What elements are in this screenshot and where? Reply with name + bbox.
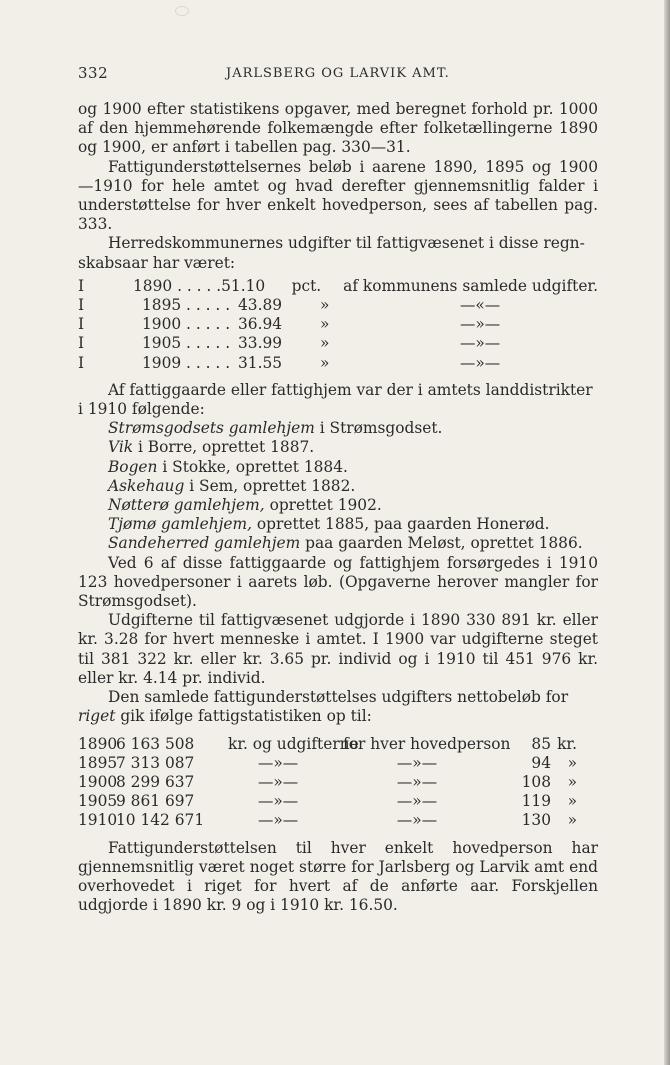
paragraph-7-rest: gik ifølge fattigstatistiken op til:: [115, 707, 372, 726]
row-prefix: I: [78, 276, 85, 295]
row-label-2: —»—: [396, 753, 438, 772]
paragraph-4-line-1: Af fattiggaarde eller fattighjem var der i amtets landdistrikter: [108, 380, 593, 399]
page-edge: [664, 0, 670, 1065]
list-item: [108, 496, 598, 515]
paragraph-7-line-2: [78, 707, 598, 726]
row-text: af kommunens samlede udgifter.: [343, 276, 598, 295]
row-text: —»—: [460, 334, 501, 353]
row-year: 1895 . . . . .: [142, 296, 231, 315]
table-row: [78, 792, 598, 811]
page-body: [78, 100, 598, 915]
row-value: 130: [521, 811, 551, 830]
page-header: [0, 62, 670, 84]
paragraph-3-line-1: Herredskommunernes udgifter til fattigvæsenet i disse regn-: [108, 234, 585, 253]
paragraph-7-italic: riget: [78, 707, 116, 726]
table-row: [78, 811, 598, 830]
row-prefix: I: [78, 334, 85, 353]
institution-name: Askehaug: [108, 476, 185, 495]
row-year: 1909 . . . . .: [142, 353, 231, 372]
institution-detail: i Borre, oprettet 1887.: [133, 438, 315, 457]
paragraph-4-line-2: i 1910 følgende:: [78, 400, 205, 419]
row-value: 31.55: [238, 353, 283, 372]
row-year: 1910: [78, 811, 118, 830]
paragraph-5: Ved 6 af disse fattiggaarde og fattighjem forsørgedes i 1910 123 hovedpersoner i aarets løb. (Opgaverne herover mangler for Strømsgodset).: [78, 553, 598, 611]
row-text: —»—: [460, 315, 501, 334]
table-row: [78, 334, 598, 353]
table-row: [78, 735, 598, 754]
table-row: [78, 296, 598, 315]
row-label-2: for hver hovedperson: [343, 734, 511, 753]
institution-name: Bogen: [108, 457, 158, 476]
row-amount: 7 313 087: [116, 753, 195, 772]
row-value: 108: [521, 772, 551, 791]
row-amount: 8 299 637: [116, 772, 195, 791]
country-table: [78, 735, 598, 831]
table-row: [78, 754, 598, 773]
list-item: [108, 419, 598, 438]
row-prefix: I: [78, 315, 85, 334]
institution-name: Nøtterø gamlehjem,: [108, 496, 265, 515]
row-unit: »: [320, 296, 330, 315]
page-number: 332: [78, 64, 109, 82]
row-unit: »: [567, 753, 577, 772]
list-item: [108, 477, 598, 496]
row-label-2: —»—: [396, 792, 438, 811]
share-table: [78, 277, 598, 373]
paragraph-8: Fattigunderstøttelsen til hver enkelt hovedperson har gjennemsnitlig været noget større for Jarlsberg og Larvik amt end overhovedet i riget for hvert af de anførte aar. Forskjellen udgjorde i 1890 kr. 9 og i 1910 kr. 16.50.: [78, 838, 598, 915]
row-label-2: —»—: [396, 811, 438, 830]
institution-detail: paa gaarden Meløst, oprettet 1886.: [300, 534, 583, 553]
row-year: 1890: [78, 734, 118, 753]
row-unit: »: [320, 315, 330, 334]
institution-detail: i Strømsgodset.: [314, 419, 443, 438]
row-label: kr. og udgifterne: [228, 734, 359, 753]
row-value: 85: [531, 734, 551, 753]
row-year: 1900: [78, 772, 118, 791]
row-unit: »: [567, 772, 577, 791]
row-year: 1895: [78, 753, 118, 772]
row-unit: »: [567, 811, 577, 830]
list-item: [108, 515, 598, 534]
paragraph-3-line-2: skabsaar har været:: [78, 253, 236, 272]
table-row: [78, 773, 598, 792]
row-amount: 6 163 508: [116, 734, 195, 753]
list-item: [108, 458, 598, 477]
row-label: —»—: [258, 772, 299, 791]
row-unit: »: [320, 334, 330, 353]
row-label: —»—: [258, 811, 299, 830]
row-year: 1890 . . . . .: [133, 276, 222, 295]
row-value: 43.89: [238, 296, 283, 315]
paragraph-7-line-1: [78, 688, 598, 707]
row-prefix: I: [78, 296, 85, 315]
row-unit: kr.: [557, 734, 577, 753]
row-value: 119: [521, 792, 551, 811]
running-title: JARLSBERG OG LARVIK AMT.: [226, 66, 450, 81]
institution-name: Tjømø gamlehjem,: [108, 515, 252, 534]
row-year: 1905 . . . . .: [142, 334, 231, 353]
row-text: —«—: [460, 296, 501, 315]
row-prefix: I: [78, 353, 85, 372]
row-year: 1900 . . . . .: [142, 315, 231, 334]
institution-list: [78, 419, 598, 553]
row-year: 1905: [78, 792, 118, 811]
list-item: [108, 534, 598, 553]
row-unit: »: [320, 353, 330, 372]
row-value: 33.99: [238, 334, 283, 353]
institution-detail: oprettet 1885, paa gaarden Honerød.: [252, 515, 550, 534]
list-item: [108, 438, 598, 457]
table-row: [78, 315, 598, 334]
row-amount: 10 142 671: [116, 811, 205, 830]
table-row: [78, 277, 598, 296]
row-label: —»—: [258, 753, 299, 772]
paragraph-2: Fattigunderstøttelsernes beløb i aarene 1890, 1895 og 1900 —1910 for hele amtet og hvad derefter gjennemsnitlig falder i understøttelse for hver enkelt hovedperson, sees af tabellen pag. 333.: [78, 157, 598, 234]
institution-detail: i Sem, oprettet 1882.: [184, 476, 356, 495]
row-label-2: —»—: [396, 772, 438, 791]
paper-stain: [175, 6, 189, 16]
row-unit: pct.: [291, 276, 322, 295]
institution-name: Vik: [108, 438, 134, 457]
institution-detail: i Stokke, oprettet 1884.: [157, 457, 348, 476]
row-value: 51.10: [221, 276, 266, 295]
row-value: 94: [531, 753, 551, 772]
row-value: 36.94: [238, 315, 283, 334]
table-row: [78, 354, 598, 373]
row-label: —»—: [258, 792, 299, 811]
institution-name: Strømsgodsets gamlehjem: [108, 419, 315, 438]
row-amount: 9 861 697: [116, 792, 195, 811]
row-text: —»—: [460, 353, 501, 372]
row-unit: »: [567, 792, 577, 811]
paragraph-7-text: Den samlede fattigunderstøttelses udgifters nettobeløb for: [108, 688, 569, 707]
paragraph-6: Udgifterne til fattigvæsenet udgjorde i 1890 330 891 kr. eller kr. 3.28 for hvert menneske i amtet. I 1900 var udgifterne steget til 381 322 kr. eller kr. 3.65 pr. individ og i 1910 til 451 976 kr. eller kr. 4.14 pr. individ.: [78, 611, 598, 687]
institution-detail: oprettet 1902.: [264, 496, 382, 515]
institution-name: Sandeherred gamlehjem: [108, 534, 301, 553]
paragraph-1: og 1900 efter statistikens opgaver, med beregnet forhold pr. 1000 af den hjemmehørende folkemængde efter folketællingerne 1890 og 1900, er anført i tabellen pag. 330—31.: [78, 100, 598, 157]
